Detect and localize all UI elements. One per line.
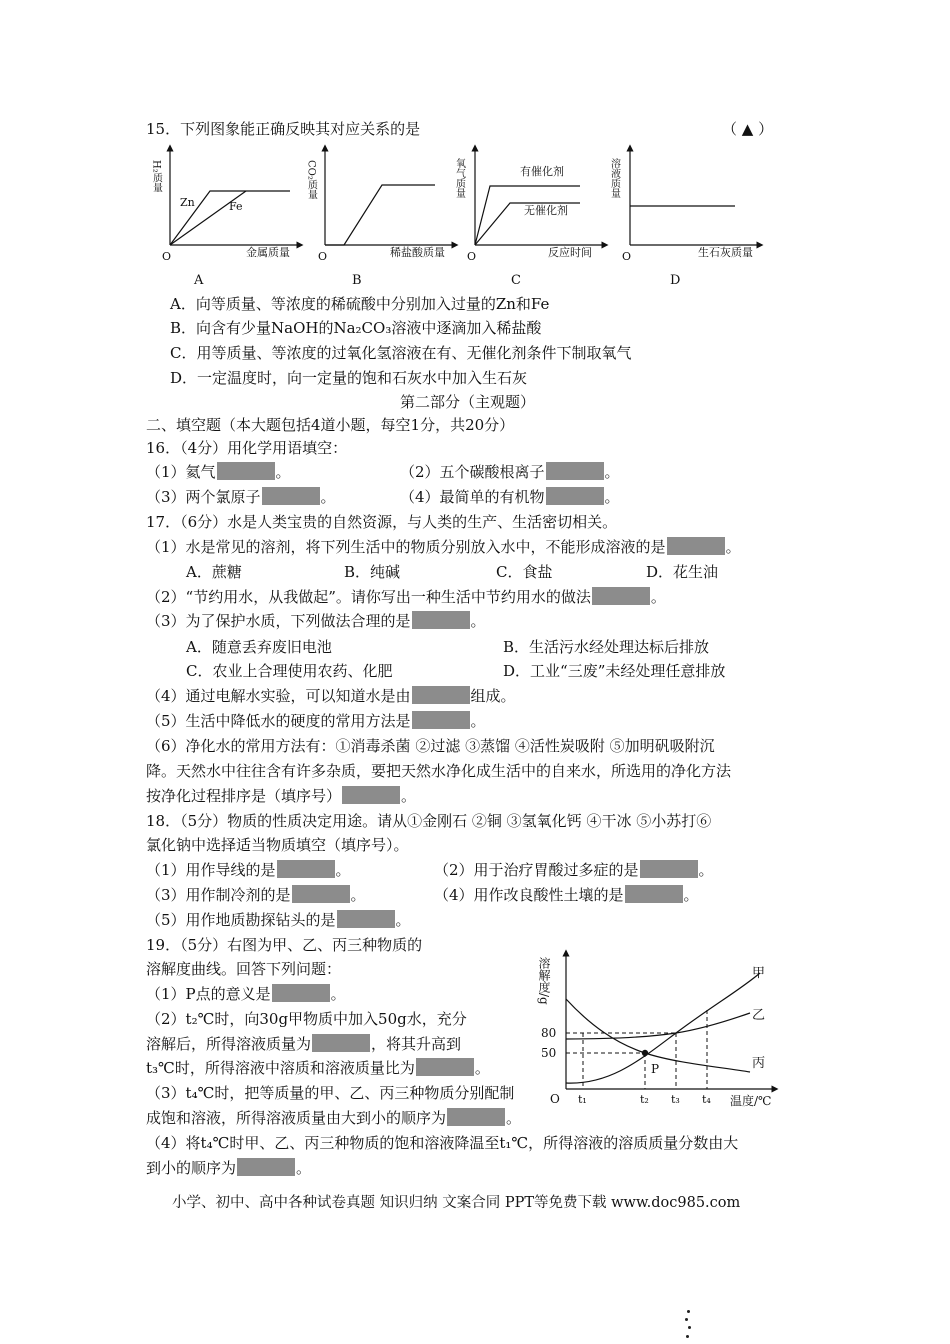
q19-line-1: 19．（5分）右图为甲、乙、丙三种物质的 [146,936,423,954]
point-p [642,1050,648,1056]
answer-blank[interactable] [416,1058,474,1076]
x-axis-label: 温度/℃ [730,1094,772,1108]
q17-sub-6-line-1: （6）净化水的常用方法有：①消毒杀菌 ②过滤 ③蒸馏 ④活性炭吸附 ⑤加明矾吸附沉 [146,737,715,755]
q16-item-3: （3）两个氯原子 。 [146,488,336,506]
graph-b-letter: B [352,273,362,288]
q16-item-4: （4）最简单的有机物 。 [400,488,620,506]
answer-blank[interactable] [667,537,725,555]
q16-title: 16．（4分）用化学用语填空： [146,439,348,457]
graph-d-letter: D [670,273,681,288]
graph-d [609,148,761,288]
q18-item-1: （1）用作导线的是 。 [146,861,351,879]
q17-sub-6-line-3: 按净化过程排序是（填序号） 。 [146,787,417,805]
x-tick-t4: t₄ [702,1093,711,1106]
q19-sub-2-line-3: t₃℃时，所得溶液中溶质和溶液质量比为 。 [146,1059,490,1077]
graph-a [151,148,301,288]
curve-yi-label: 乙 [752,1008,766,1023]
q15-option-a: A．向等质量、等浓度的稀硫酸中分别加入过量的Zn和Fe [170,295,550,313]
solubility-graph [530,935,790,1115]
q17-s1-opt-c: C．食盐 [496,563,553,581]
q18-item-4: （4）用作改良酸性土壤的是 。 [434,886,699,904]
decorative-dots [683,1308,693,1344]
q19-sub-1: （1）P点的意义是 。 [146,985,346,1003]
q18-item-5: （5）用作地质勘探钻头的是 。 [146,911,411,929]
q18-line-2: 氯化钠中选择适当物质填空（填序号）。 [146,836,409,854]
section-heading: 二、填空题（本大题包括4道小题，每空1分，共20分） [146,416,515,434]
q17-sub-2: （2）“节约用水，从我做起”。请你写出一种生活中节约用水的做法 。 [146,588,666,606]
q17-s3-opt-d: D．工业“三废”未经处理任意排放 [503,662,726,680]
answer-mark: （ ▲ ） [722,120,774,138]
graph-b-ylabel: CO₂质量 [305,160,317,200]
curve-jia-label: 甲 [752,966,766,981]
answer-blank[interactable] [447,1108,505,1126]
q18-line-1: 18．（5分）物质的性质决定用途。请从①金刚石 ②铜 ③氢氧化钙 ④干冰 ⑤小苏打⑥ [146,812,712,830]
curve-jia [566,973,760,1083]
part-heading: 第二部分（主观题） [400,393,536,411]
q17-sub-5: （5）生活中降低水的硬度的常用方法是 。 [146,712,486,730]
answer-blank[interactable] [312,1034,370,1052]
q17-sub-3: （3）为了保护水质，下列做法合理的是 。 [146,612,486,630]
graph-d-xlabel: 生石灰质量 [698,246,753,259]
curve-bing-label: 丙 [752,1056,766,1071]
q17-title: 17．（6分）水是人类宝贵的自然资源，与人类的生产、生活密切相关。 [146,513,618,531]
answer-blank[interactable] [277,860,335,878]
q18-item-2: （2）用于治疗胃酸过多症的是 。 [434,861,714,879]
answer-blank[interactable] [217,462,275,480]
answer-blank[interactable] [337,910,395,928]
graph-b [306,148,456,288]
answer-blank[interactable] [592,587,650,605]
q16-item-2: （2）五个碳酸根离子 。 [400,463,620,481]
q17-sub-6-line-2: 降。天然水中往往含有许多杂质，要把天然水净化成生活中的自来水，所选用的净化方法 [146,762,732,780]
graph-a-ylabel: H₂质量 [150,160,162,193]
answer-blank[interactable] [237,1158,295,1176]
answer-blank[interactable] [412,686,470,704]
q19-sub-2-line-1: （2）t₂℃时，向30g甲物质中加入50g水，充分 [146,1010,467,1028]
q15-option-b: B．向含有少量NaOH的Na₂CO₃溶液中逐滴加入稀盐酸 [170,319,542,337]
q17-s1-opt-a: A．蔗糖 [186,563,242,581]
point-p-label: P [651,1062,660,1076]
x-tick-t3: t₃ [671,1093,680,1106]
q19-sub-2-line-2: 溶解后，所得溶液质量为 ，将其升高到 [146,1035,462,1053]
q19-sub-4-line-1: （4）将t₄℃时甲、乙、丙三种物质的饱和溶液降温至t₁℃，所得溶液的溶质质量分数由大 [146,1134,739,1152]
graph-c-origin: O [467,250,477,263]
footer: 小学、初中、高中各种试卷真题 知识归纳 文案合同 PPT等免费下载 www.doc985.com [172,1195,741,1211]
graph-c-xlabel: 反应时间 [548,246,592,259]
graph-c-catalyst: 有催化剂 [520,165,564,178]
answer-blank[interactable] [412,611,470,629]
q15-option-d: D．一定温度时，向一定量的饱和石灰水中加入生石灰 [170,369,528,387]
q18-item-3: （3）用作制冷剂的是 。 [146,886,366,904]
curve-yi [566,1013,750,1039]
y-axis-label: 溶解度/g [537,957,551,1005]
graph-b-origin: O [318,250,328,263]
graph-a-letter: A [194,273,204,288]
graph-c-ylabel: 氧气质量 [453,158,465,198]
answer-blank[interactable] [342,786,400,804]
q17-sub-4: （4）通过电解水实验，可以知道水是由 组成。 [146,687,516,705]
answer-blank[interactable] [546,487,604,505]
graph-a-origin: O [162,250,172,263]
graph-c-no-catalyst: 无催化剂 [524,204,568,217]
q17-sub-1: （1）水是常见的溶剂，将下列生活中的物质分别放入水中，不能形成溶液的是 。 [146,538,741,556]
graph-a-fe: Fe [229,200,243,213]
answer-blank[interactable] [546,462,604,480]
answer-blank[interactable] [640,860,698,878]
graph-c-letter: C [511,273,521,288]
q17-s3-opt-b: B．生活污水经处理达标后排放 [503,638,710,656]
x-tick-t2: t₂ [640,1093,649,1106]
graph-a-zn: Zn [180,196,195,209]
answer-blank[interactable] [625,885,683,903]
q16-item-1: （1）氦气 。 [146,463,291,481]
q17-s1-opt-b: B．纯碱 [344,563,401,581]
q17-s1-opt-d: D．花生油 [646,563,719,581]
q15-option-c: C．用等质量、等浓度的过氧化氢溶液在有、无催化剂条件下制取氧气 [170,344,632,362]
answer-blank[interactable] [262,487,320,505]
q17-s3-opt-a: A．随意丢弃废旧电池 [186,638,332,656]
y-tick-80: 80 [541,1026,557,1040]
graph-d-ylabel: 溶液质量 [608,158,620,198]
origin-label: O [550,1092,560,1106]
q15-title: 15．下列图象能正确反映其对应关系的是 [146,120,421,138]
q19-sub-3-line-1: （3）t₄℃时，把等质量的甲、乙、丙三种物质分别配制 [146,1084,515,1102]
q19-sub-4-line-2: 到小的顺序为 。 [146,1159,312,1177]
co2-line [325,185,435,245]
answer-blank[interactable] [292,885,350,903]
graph-b-xlabel: 稀盐酸质量 [390,246,445,259]
graph-a-xlabel: 金属质量 [246,246,290,259]
x-tick-t1: t₁ [578,1093,587,1106]
q19-sub-3-line-2: 成饱和溶液，所得溶液质量由大到小的顺序为 。 [146,1109,522,1127]
answer-blank[interactable] [412,711,470,729]
q15-graphs [0,140,950,290]
graph-d-origin: O [622,250,632,263]
q17-s3-opt-c: C．农业上合理使用农药、化肥 [186,662,393,680]
y-tick-50: 50 [541,1046,557,1060]
q19-line-2: 溶解度曲线。回答下列问题： [146,960,342,978]
graph-c [454,148,606,288]
answer-blank[interactable] [272,984,330,1002]
